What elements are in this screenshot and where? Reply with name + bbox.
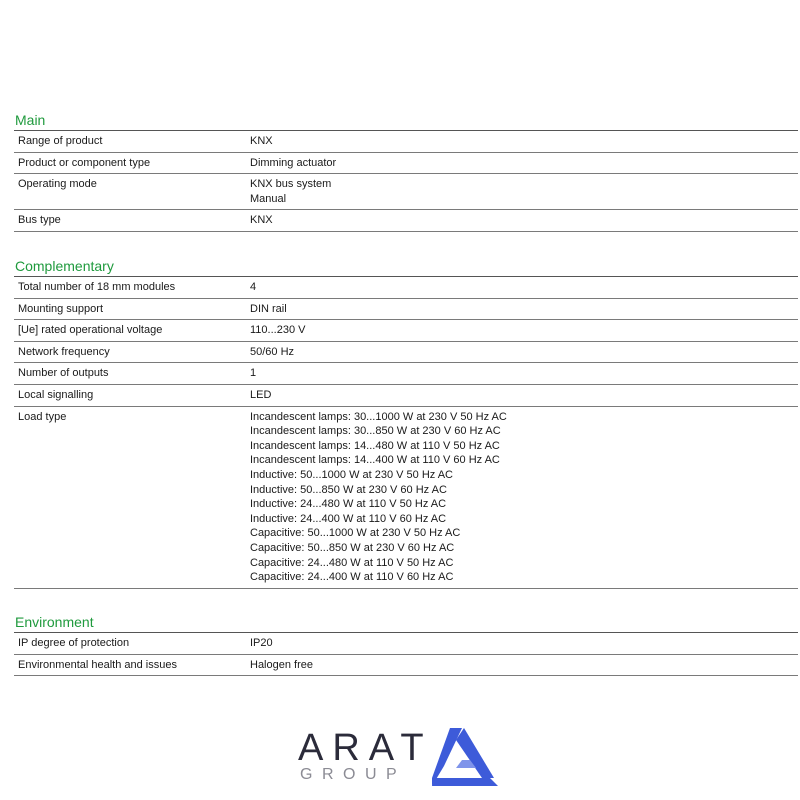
triangle-right-stroke — [456, 728, 494, 778]
spec-table — [14, 277, 798, 589]
row-value — [250, 366, 798, 381]
value-line: KNX — [250, 214, 273, 227]
row-label: [Ue] rated operational voltage — [18, 324, 163, 337]
value-line: KNX — [250, 135, 273, 147]
spec-table — [14, 633, 798, 676]
row-value — [250, 156, 798, 171]
row-label: Range of product — [18, 135, 103, 147]
row-label: Total number of 18 mm modules — [18, 281, 176, 293]
row-value — [250, 302, 798, 317]
value-line: Inductive: 24...400 W at 110 V 60 Hz AC — [250, 512, 447, 525]
table-row — [14, 655, 798, 677]
value-line: 50/60 Hz — [250, 345, 295, 358]
value-line: Incandescent lamps: 14...400 W at 110 V 60 Hz AC — [250, 454, 500, 467]
row-label: Load type — [18, 410, 67, 423]
row-value — [250, 323, 798, 338]
row-value — [250, 134, 798, 149]
row-value — [250, 280, 798, 295]
section-title: Complementary — [14, 258, 798, 277]
row-label: Network frequency — [18, 345, 110, 358]
value-line: Incandescent lamps: 14...480 W at 110 V 50 Hz AC — [250, 439, 500, 452]
row-label: Number of outputs — [18, 367, 109, 380]
row-label: Bus type — [18, 214, 61, 227]
value-line: LED — [250, 388, 272, 401]
table-row — [14, 174, 798, 210]
value-line: 1 — [250, 367, 257, 380]
table-row — [14, 363, 798, 385]
value-line: Capacitive: 50...1000 W at 230 V 50 Hz AC — [250, 527, 461, 540]
table-row — [14, 320, 798, 342]
row-value — [250, 345, 798, 360]
value-line: Inductive: 24...480 W at 110 V 50 Hz AC — [250, 498, 447, 511]
row-label: Mounting support — [18, 302, 103, 315]
section-environment — [14, 614, 798, 676]
value-line: Incandescent lamps: 30...1000 W at 230 V 50 Hz AC — [250, 410, 507, 423]
logo-wordmark: ARAT — [298, 727, 433, 769]
table-row — [14, 407, 798, 589]
value-line: Dimming actuator — [250, 156, 337, 169]
triangle-logo-icon — [432, 728, 502, 786]
value-line: Manual — [250, 192, 287, 205]
row-value — [250, 177, 798, 206]
table-row — [14, 277, 798, 299]
row-label: IP degree of protection — [18, 637, 130, 649]
row-label: Local signalling — [18, 388, 94, 401]
row-value — [250, 213, 798, 228]
value-line: Inductive: 50...850 W at 230 V 60 Hz AC — [250, 483, 447, 496]
row-value — [250, 636, 798, 651]
row-label: Product or component type — [18, 156, 151, 169]
row-value — [250, 410, 798, 585]
value-line: IP20 — [250, 637, 273, 649]
table-row — [14, 342, 798, 364]
table-row — [14, 299, 798, 321]
row-value — [250, 388, 798, 403]
arat-group-logo — [298, 728, 508, 788]
value-line: Incandescent lamps: 30...850 W at 230 V 60 Hz AC — [250, 425, 501, 438]
table-row — [14, 131, 798, 153]
row-label: Environmental health and issues — [18, 658, 177, 671]
section-complementary — [14, 258, 798, 589]
spec-table — [14, 131, 798, 232]
value-line: Capacitive: 50...850 W at 230 V 60 Hz AC — [250, 541, 455, 554]
table-row — [14, 210, 798, 232]
row-value — [250, 658, 798, 673]
value-line: KNX bus system — [250, 178, 332, 191]
table-row — [14, 633, 798, 655]
logo-subtitle: GROUP — [300, 766, 407, 783]
section-title: Environment — [14, 614, 798, 633]
value-line: 4 — [250, 281, 257, 293]
value-line: Halogen free — [250, 658, 313, 671]
section-title: Main — [14, 112, 798, 131]
value-line: Inductive: 50...1000 W at 230 V 50 Hz AC — [250, 468, 454, 481]
value-line: Capacitive: 24...480 W at 110 V 50 Hz AC — [250, 556, 454, 569]
value-line: 110...230 V — [250, 324, 306, 337]
table-row — [14, 153, 798, 175]
section-main — [14, 112, 798, 232]
triangle-base — [432, 778, 498, 786]
value-line: Capacitive: 24...400 W at 110 V 60 Hz AC — [250, 571, 454, 584]
table-row — [14, 385, 798, 407]
triangle-left-stroke — [432, 728, 462, 786]
value-line: DIN rail — [250, 302, 287, 315]
row-label: Operating mode — [18, 178, 97, 191]
